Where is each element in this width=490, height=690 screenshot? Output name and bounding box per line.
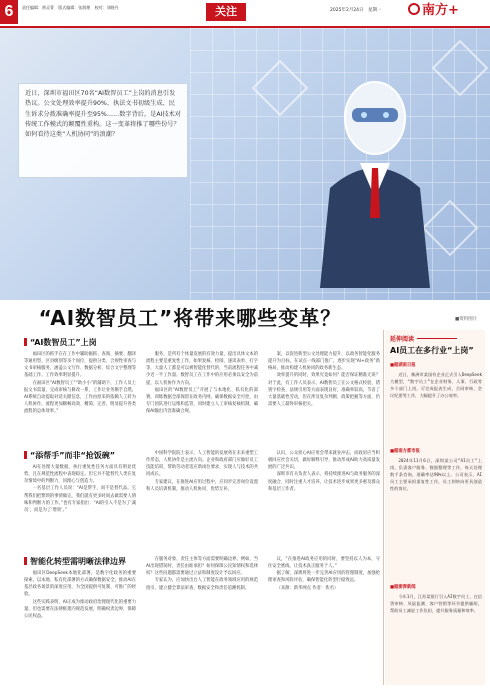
paragraph: 中国科学院院士表示，人工智能的发展将在未来重塑工作形态，人机协作是主流方向。企业和政府部门应做好员工技能培训，帮助劳动者适应新岗位要求，实现人与技术的共同成长。: [146, 451, 258, 478]
sidebar-source: ■据湖南日报: [390, 363, 416, 368]
paragraph: 专家建议，在推进AI应用过程中，应同步完善岗位设置和人员培训机制，推动人机协同、优势互补。: [146, 479, 258, 492]
paragraph: 一名基层工作人员说：“AI是帮手，而不是替代品。它帮我们把繁琐的事情做完，我们就有更多时间去做需要人情味和判断力的工作。”也有专家指出：“AI的引入不是为了‘减员’，而是为了‘增效’。”: [24, 486, 136, 513]
sidebar-title: AI员工在多行业“上岗”: [390, 346, 474, 355]
subheading: [24, 337, 97, 348]
subheading-marker-icon: [24, 557, 27, 565]
issue-date-weekday: 星期一: [367, 8, 382, 13]
article-column: [24, 351, 136, 415]
paragraph: 深圳市有关负责人表示，将持续推进AI与政务服务的深度融合，同时注重人才培养，让技术进步成果更多惠及群众和基层工作者。: [268, 472, 380, 492]
editor-credit: 责任编辑：黄灵菁: [22, 5, 54, 10]
article-column: [24, 464, 136, 514]
paragraph: 据了解，深圳将进一步完善AI应用的管理制度，加强伦理审查和风险评估，确保智能化转型行稳致远。: [268, 571, 380, 584]
article-column: [268, 450, 380, 493]
paragraph: 福田区DeepSeek本地化部署，是数字化政务的重要探索。以本地、私有化部署的方式确保数据安全，推动AI在基层政务场景的深度应用，为全国提供可复制、可推广的经验。: [24, 571, 136, 598]
paragraph: 近日，株洲市某国有企业正式引入DeepSeek大模型，“数字员工”在企业财务、人事、行政等多个部门上岗，可完成报表生成、合同审核、会议纪要等工作，大幅提升了办公效率。: [390, 372, 482, 399]
logo-mark-icon: [408, 3, 420, 15]
sidebar-paragraph: [390, 593, 482, 614]
masthead: [0, 0, 490, 28]
sidebar-paragraph: [390, 371, 482, 399]
newspaper-logo-text: 南方+: [422, 3, 459, 18]
paragraph: 案，以促进新型公文处理能力提升、以政务智能化服务提升为目标，在试点一线部门推广，逐步实现“AI+政务”新格局，推动构建人机协同的政务新生态。: [268, 352, 380, 372]
sidebar-paragraph: [390, 457, 482, 492]
subheading: [24, 450, 115, 461]
article-column: [146, 556, 258, 592]
photo-credit: ■资料图片: [455, 317, 478, 322]
issue-date: [330, 7, 384, 13]
article-column: [24, 570, 136, 620]
paragraph: 福田区的抓手在在工作中辅助掘抓、查阅、摘要、翻译等通用型、区县级别等多个岗位，提供分类、合规性审查与文书审核服务，涵盖公文写作、数据分析、综合文字整理等基础工作。工作效率明显提升。: [24, 352, 136, 379]
section-label: 关注: [206, 3, 246, 21]
article-column: [146, 351, 258, 415]
subheading-text: “AI数智员工”上岗: [30, 338, 97, 347]
page-title: “AI数智员工”将带来哪些变革？: [38, 306, 342, 330]
subheading-marker-icon: [24, 451, 27, 459]
article-column: [268, 351, 380, 408]
sidebar-source: ■据南方都市报: [390, 449, 420, 454]
hero-image: [0, 28, 490, 300]
subheading: [24, 556, 126, 567]
paragraph: 2024年11月6日，深圳某公司“AI员工”上岗，负责客户服务、数据整理等工作，每天处理数千条咨询，准确率达90%以上。公司表示，AI员工主要承担重复性工作，员工则转向更具创造性的岗位。: [390, 458, 482, 492]
page-number: 6: [0, 0, 18, 24]
subheading-text: “添帮手”而非“抢饭碗”: [30, 451, 116, 460]
newspaper-logo: [408, 2, 486, 20]
editor-credit: 校对：刘晓丹: [94, 5, 119, 10]
paragraph: 专家认为，应加快出台人工智能在政务领域应用的规范指引，建立健全算法审查、数据安全和责任追溯机制。: [146, 578, 258, 591]
paragraph: 认识，公众担心AI应用会带来就业冲击，而政府应当积极回应社会关切，做好解释引导，推动形成AI助力高质量发展的广泛共识。: [268, 451, 380, 471]
sidebar-source: ■据澎湃新闻: [390, 585, 416, 590]
paragraph: 今年1月，江苏某银行引入AI数字员工，在信贷审核、风险监测、客户营销等环节提供辅助，帮助员工减轻工作负担，提升服务质量和效率。: [390, 594, 482, 614]
subheading-marker-icon: [24, 338, 27, 346]
sidebar-tag: [390, 334, 457, 343]
paragraph: 福田区的“AI数智员工”开展了与本地化、私有化的部署，训练数据全部保留在政务内网，确保数据安全可控，由专门团队进行运维和监管，同时建立人工审核复核机制，确保AI输出内容准确合规。: [146, 387, 258, 415]
paragraph: 在服务对象、责任主体等方面需要明确边界。例如，当AI出现错误时，责任由谁承担？如何保障公民知情权和选择权？这些问题都需要通过立法和制度设计予以回应。: [146, 557, 258, 577]
article-column: [146, 450, 258, 493]
paragraph: AI在处理大量数据、执行重复性任务方面具有明显优势，且在规范性流程中表现稳定。但它并不能替代人类在复杂情境中的判断力、同理心与创造力。: [24, 465, 136, 485]
paragraph: 议，“在推进AI政务应用的同时，要坚持以人为本，守住安全底线，让技术真正服务于人。”: [268, 557, 380, 570]
column-divider: [383, 330, 384, 685]
editor-credits: [22, 5, 122, 11]
paragraph: 效率提升的同时，效果究竟如何？能否保证精准无误？对于此，有工作人员表示，AI数智员工在公文格式校验、错别字检查、法规引用等方面表现良好，准确率较高，节省了大量基础性劳动，但在涉及复杂判断、政策把握等方面，仍需要人工最终审核把关。: [268, 373, 380, 408]
issue-date-day: 2025年2月24日: [330, 8, 364, 13]
paragraph: 在福田区“AI数智员工”“助小小”的辅助下，工作人员上报文书需量，完成审核与修改一系，工作让业务顺手自然。AI系统自动提取对话关键信息，工作由原来的依赖人工转为人机协作，流程更加顺畅高效、精简、完善，明显提升各类流程的总体效率。”: [24, 380, 136, 415]
paragraph: 这些实践表明，AI正成为推动政府治理现代化的重要力量，但也需要在法律框架内规范发展，明确权责边界，保障公民权益。: [24, 599, 136, 619]
article-column: [268, 556, 380, 592]
paragraph: 服务，是所有个体量发展的有效力量，提出具体文本的流程主要是重复性工作，如果复核、检阅、速读表单、打字等，大量人工都是可以被智能化替代的，当前流程任务中减少近一半工作量。数智员工在工作中的应用必须以安全为前提，以人机协作为方向。: [146, 352, 258, 386]
sidebar-tag-text: 延伸阅读: [390, 336, 415, 343]
article-source: （来源：新华网点 作者：佚名）: [276, 585, 339, 591]
subheading-text: 智能化转型需明晰法律边界: [30, 557, 126, 566]
ai-figure-illustration: [300, 68, 450, 288]
editor-credit: 版式编辑：张润理: [58, 5, 91, 10]
tag-rule-decoration: [417, 338, 457, 339]
lead-callout: 近日，深圳市福田区70名“AI数智员工”上岗的消息引发热议。公文处理效率提升90%、执法文书初级生成、民生诉求分拨准确率提升至95%……数字背后，是AI技术对传统工作模式的颠覆性重构。这一变革将推了哪些份号？如何看待这类“人机协同”的浪潮？: [18, 83, 188, 178]
